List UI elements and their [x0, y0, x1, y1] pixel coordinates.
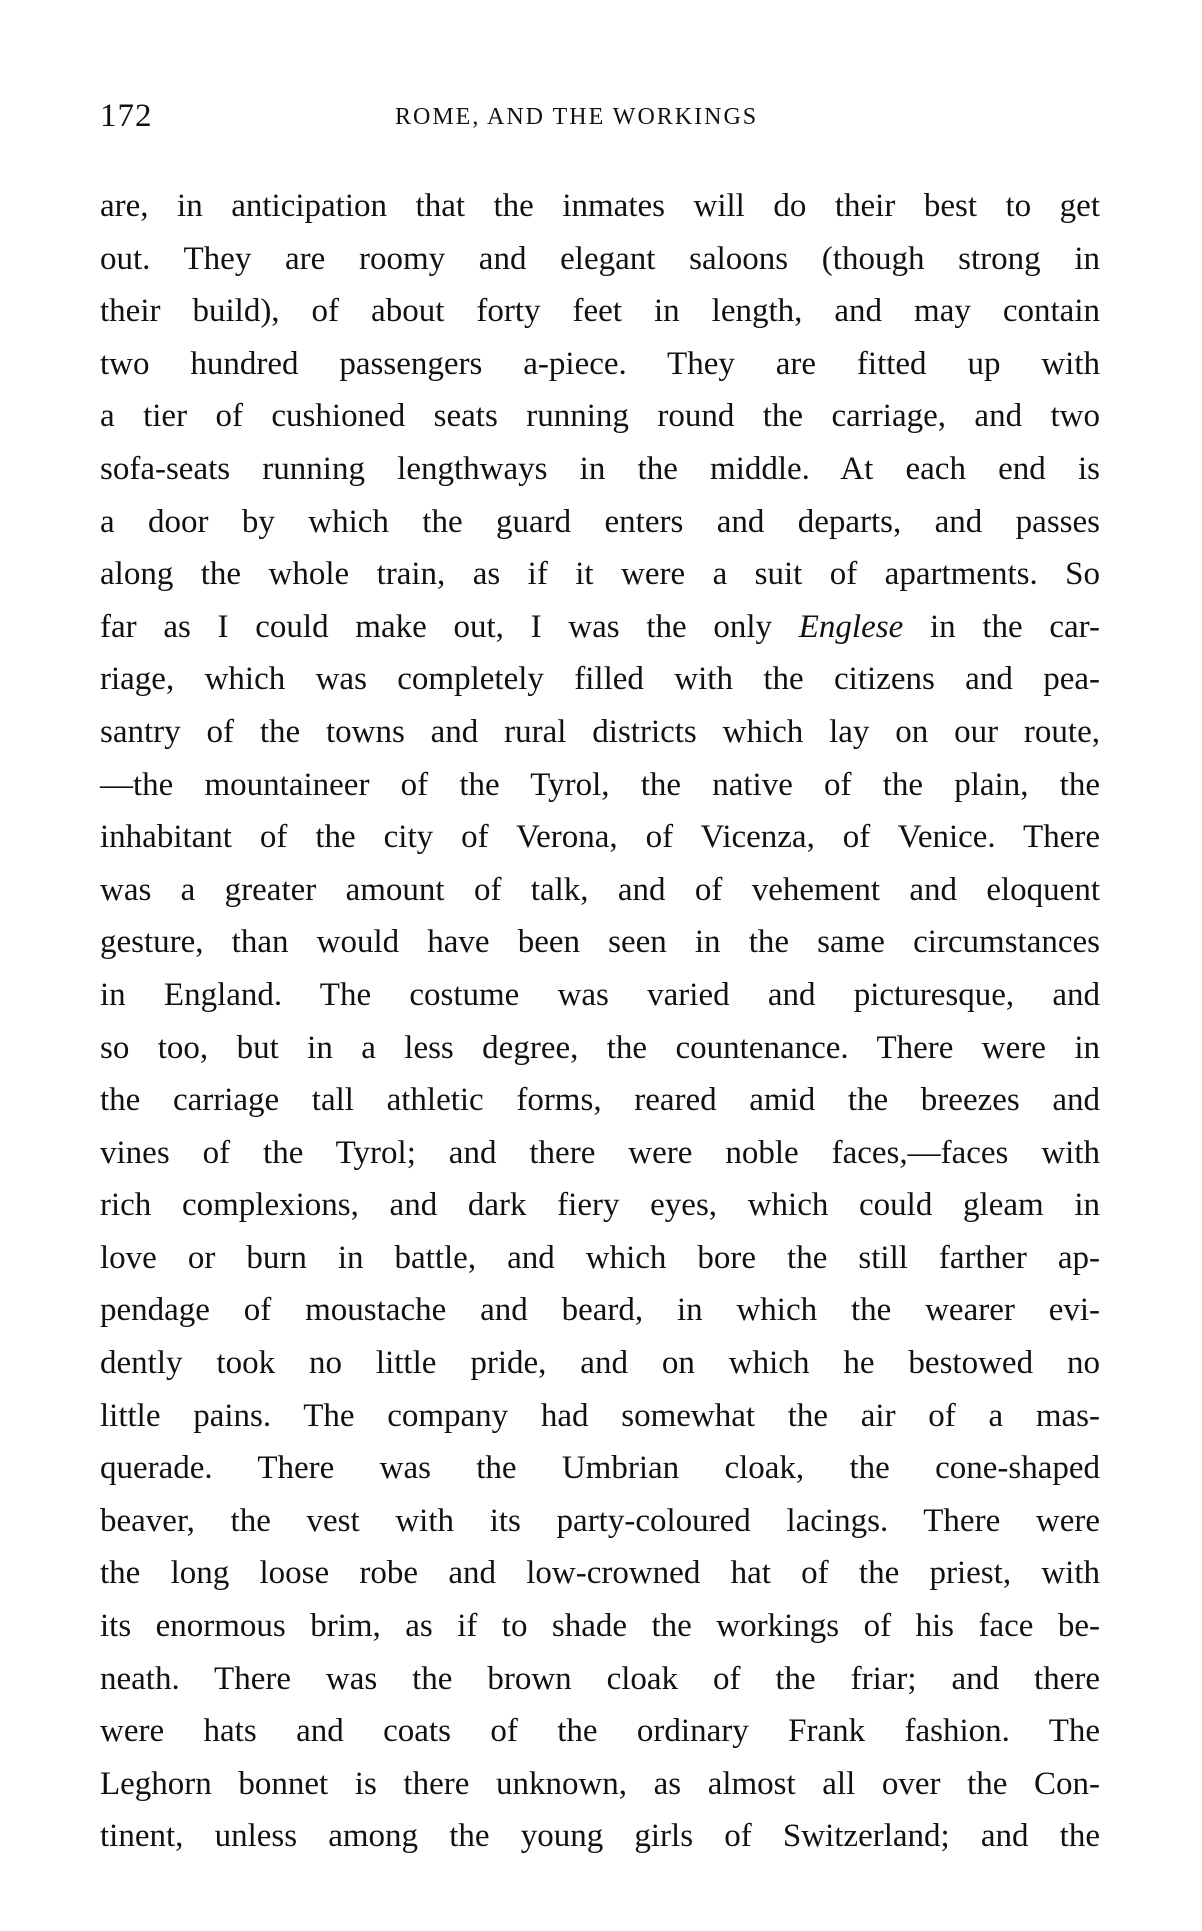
text-line	[100, 1600, 1100, 1653]
text-line	[100, 1179, 1100, 1232]
text-line	[100, 864, 1100, 917]
italic-word: Englese	[798, 608, 904, 645]
text-line	[100, 390, 1100, 443]
text-line	[100, 601, 1100, 654]
text-line	[100, 969, 1100, 1022]
text-line-segment: pendage of moustache and beard, in which the wearer evi-	[100, 1292, 1100, 1329]
text-line	[100, 916, 1100, 969]
text-line	[100, 1810, 1100, 1863]
text-line	[100, 1758, 1100, 1811]
text-line	[100, 1232, 1100, 1285]
text-line	[100, 443, 1100, 496]
text-line-segment: rich complexions, and dark fiery eyes, which could gleam in	[100, 1187, 1100, 1224]
text-line	[100, 338, 1100, 391]
text-line	[100, 1547, 1100, 1600]
body-text	[100, 180, 1100, 1863]
text-line	[100, 1495, 1100, 1548]
text-line-segment: the carriage tall athletic forms, reared amid the breezes and	[100, 1082, 1100, 1119]
text-line-segment: out. They are roomy and elegant saloons (though strong in	[100, 240, 1100, 277]
text-line	[100, 706, 1100, 759]
text-line-segment: —the mountaineer of the Tyrol, the native of the plain, the	[100, 766, 1100, 803]
text-line	[100, 1074, 1100, 1127]
text-line-segment: a tier of cushioned seats running round the carriage, and two	[100, 398, 1100, 435]
text-line	[100, 653, 1100, 706]
text-line	[100, 1442, 1100, 1495]
text-line-segment: Leghorn bonnet is there unknown, as almost all over the Con-	[100, 1765, 1100, 1802]
text-line	[100, 1284, 1100, 1337]
page-number: 172	[100, 98, 153, 134]
text-line-segment: along the whole train, as if it were a suit of apartments. So	[100, 556, 1100, 593]
text-line-segment: beaver, the vest with its party-coloured lacings. There were	[100, 1502, 1100, 1539]
running-head	[100, 98, 1100, 138]
text-line	[100, 180, 1100, 233]
text-line-segment: little pains. The company had somewhat the air of a mas-	[100, 1397, 1100, 1434]
text-line	[100, 233, 1100, 286]
text-line-segment: querade. There was the Umbrian cloak, the cone-shaped	[100, 1450, 1100, 1487]
text-line-segment: were hats and coats of the ordinary Frank fashion. The	[100, 1713, 1100, 1750]
text-line-segment: the long loose robe and low-crowned hat of the priest, with	[100, 1555, 1100, 1592]
text-line	[100, 811, 1100, 864]
text-line-segment: love or burn in battle, and which bore the still farther ap-	[100, 1239, 1100, 1276]
text-line-segment: dently took no little pride, and on which he bestowed no	[100, 1345, 1100, 1382]
text-line	[100, 1390, 1100, 1443]
text-line	[100, 1653, 1100, 1706]
text-line-segment: so too, but in a less degree, the countenance. There were in	[100, 1029, 1100, 1066]
text-line-segment: sofa-seats running lengthways in the middle. At each end is	[100, 450, 1100, 487]
text-line-segment: gesture, than would have been seen in the same circumstances	[100, 924, 1100, 961]
text-line	[100, 496, 1100, 549]
text-line-segment: riage, which was completely filled with the citizens and pea-	[100, 661, 1100, 698]
text-line-segment: two hundred passengers a-piece. They are fitted up with	[100, 345, 1100, 382]
text-line	[100, 1127, 1100, 1180]
text-line-segment: santry of the towns and rural districts which lay on our route,	[100, 713, 1100, 750]
text-line-segment: was a greater amount of talk, and of vehement and eloquent	[100, 871, 1100, 908]
text-line-segment: neath. There was the brown cloak of the friar; and there	[100, 1660, 1100, 1697]
text-line-segment: are, in anticipation	[100, 188, 388, 224]
text-line	[100, 1337, 1100, 1390]
running-title: ROME, AND THE WORKINGS	[395, 104, 759, 130]
text-line-segment: far as I could make out, I was the only	[100, 608, 799, 645]
text-line-segment: its enormous brim, as if to shade the workings of his face be-	[100, 1608, 1100, 1645]
text-line	[100, 1022, 1100, 1075]
text-line-segment: their build), of about forty feet in length, and may contain	[100, 293, 1100, 330]
text-line	[100, 1705, 1100, 1758]
text-line-segment: that the inmates will do their best to get	[387, 188, 1100, 224]
text-line-segment: inhabitant of the city of Verona, of Vicenza, of Venice. There	[100, 819, 1100, 856]
text-line-segment: in the car-	[903, 608, 1100, 645]
text-line-segment: tinent, unless among the young girls of Switzerland; and the	[100, 1818, 1100, 1855]
text-line	[100, 548, 1100, 601]
text-line-segment: vines of the Tyrol; and there were noble faces,—faces with	[100, 1134, 1100, 1171]
text-line	[100, 285, 1100, 338]
text-line	[100, 759, 1100, 812]
text-line-segment: a door by which the guard enters and departs, and passes	[100, 503, 1100, 540]
text-line-segment: in England. The costume was varied and picturesque, and	[100, 976, 1100, 1013]
